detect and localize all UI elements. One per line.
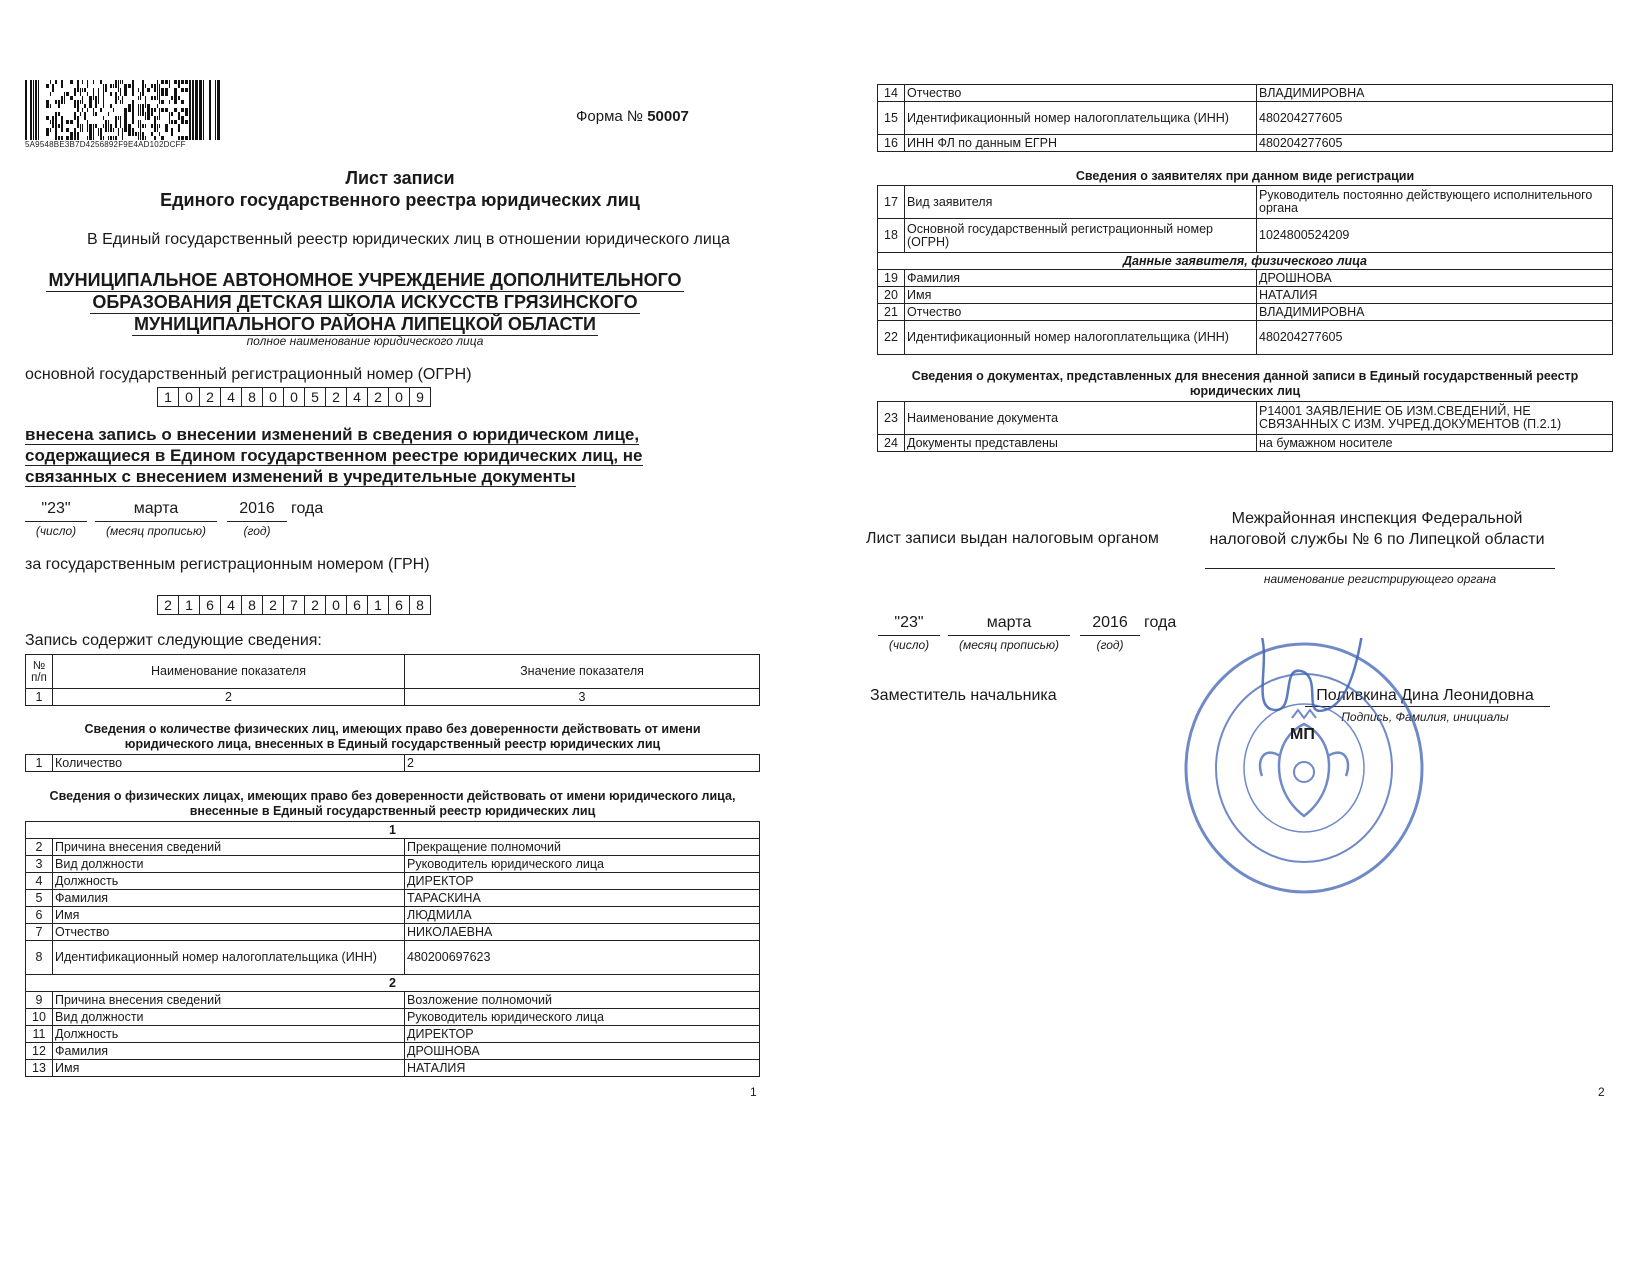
page-number: 2 <box>1598 1085 1605 1099</box>
official-seal-icon <box>1180 638 1428 898</box>
row-num: 2 <box>26 839 53 856</box>
row-name: Фамилия <box>905 270 1257 287</box>
header-idx: 3 <box>405 689 760 706</box>
row-value: НАТАЛИЯ <box>405 1060 760 1077</box>
org-name <box>40 270 690 336</box>
row-num: 7 <box>26 924 53 941</box>
issued-underline <box>1205 568 1555 569</box>
row-num: 17 <box>878 186 905 219</box>
date-month: марта <box>95 500 217 522</box>
row-value: Руководитель постоянно действующего исполнительного органа <box>1257 186 1613 219</box>
row-name: Фамилия <box>53 890 405 907</box>
header-col-value: Значение показателя <box>405 655 760 689</box>
signer-name: Поливкина Дина Леонидовна <box>1316 687 1534 704</box>
date-day: "23" <box>878 614 940 636</box>
row-name: Количество <box>53 755 405 772</box>
row-num: 19 <box>878 270 905 287</box>
ogrn-cells <box>157 387 430 407</box>
grn-digit: 8 <box>409 595 431 615</box>
row-name: Вид заявителя <box>905 186 1257 219</box>
row-name: Фамилия <box>53 1043 405 1060</box>
grn-digit: 2 <box>304 595 326 615</box>
section-docs-title: Сведения о документах, представленных для внесения данной записи в Единый государственный реестр юридических лиц <box>911 369 1579 398</box>
date-year-caption: (год) <box>243 524 271 538</box>
row-value: Руководитель юридического лица <box>405 1009 760 1026</box>
grn-cells <box>157 595 430 615</box>
date-year-caption: (год) <box>1096 638 1124 652</box>
row-name: Идентификационный номер налогоплательщика (ИНН) <box>53 941 405 975</box>
applicant-person-title: Данные заявителя, физического лица <box>878 253 1613 270</box>
grn-digit: 6 <box>199 595 221 615</box>
ogrn-digit: 0 <box>388 387 410 407</box>
org-name-line: МУНИЦИПАЛЬНОГО РАЙОНА ЛИПЕЦКОЙ ОБЛАСТИ <box>133 314 596 334</box>
header-col-name: Наименование показателя <box>53 655 405 689</box>
intro-text: В Единый государственный реестр юридических лиц в отношении юридического лица <box>87 231 730 248</box>
date-day-caption: (число) <box>35 524 77 538</box>
date-month-caption: (месяц прописью) <box>959 638 1059 652</box>
row-value: Руководитель юридического лица <box>405 856 760 873</box>
date-day-caption: (число) <box>888 638 930 652</box>
stamp-mp-label: МП <box>1290 726 1315 743</box>
org-name-line: ОБРАЗОВАНИЯ ДЕТСКАЯ ШКОЛА ИСКУССТВ ГРЯЗИНСКОГО <box>92 292 638 312</box>
row-value: на бумажном носителе <box>1257 435 1613 452</box>
row-num: 9 <box>26 992 53 1009</box>
date-year-word: года <box>291 500 324 517</box>
header-idx: 2 <box>53 689 405 706</box>
row-name: Имя <box>53 1060 405 1077</box>
ogrn-digit: 4 <box>346 387 368 407</box>
grn-digit: 4 <box>220 595 242 615</box>
issued-label: Лист записи выдан налоговым органом <box>866 530 1159 547</box>
row-value: 480200697623 <box>405 941 760 975</box>
row-num: 20 <box>878 287 905 304</box>
signer-position: Заместитель начальника <box>870 687 1057 704</box>
row-name: Причина внесения сведений <box>53 839 405 856</box>
row-value: ЛЮДМИЛА <box>405 907 760 924</box>
row-name: Отчество <box>905 304 1257 321</box>
ogrn-digit: 4 <box>220 387 242 407</box>
issue-date <box>878 614 1198 658</box>
row-value: ДРОШНОВА <box>1257 270 1613 287</box>
row-num: 16 <box>878 135 905 152</box>
grn-digit: 2 <box>157 595 179 615</box>
ogrn-label: основной государственный регистрационный номер (ОГРН) <box>25 366 472 383</box>
person-group-number: 1 <box>26 822 760 839</box>
form-number: Форма № 50007 <box>576 108 689 125</box>
ogrn-digit: 2 <box>199 387 221 407</box>
section-applicants-title: Сведения о заявителях при данном виде регистрации <box>1075 169 1415 183</box>
header-col-num: № п/п <box>26 655 53 689</box>
row-num: 24 <box>878 435 905 452</box>
section-persons-title: Сведения о физических лицах, имеющих право без доверенности действовать от имени юридического лица, внесенные в Единый государственный реестр юридических лиц <box>49 789 736 818</box>
row-num: 21 <box>878 304 905 321</box>
ogrn-digit: 5 <box>304 387 326 407</box>
datamatrix-barcode-icon <box>25 80 220 140</box>
row-value: НИКОЛАЕВНА <box>405 924 760 941</box>
row-value: ВЛАДИМИРОВНА <box>1257 304 1613 321</box>
persons-table <box>25 821 760 1077</box>
row-value: 1024800524209 <box>1257 219 1613 253</box>
row-num: 12 <box>26 1043 53 1060</box>
row-name: Наименование документа <box>905 402 1257 435</box>
date-year: 2016 <box>1080 614 1140 636</box>
entry-text <box>25 424 695 487</box>
document-title: Лист записи <box>345 168 455 188</box>
row-name: Должность <box>53 873 405 890</box>
row-num: 3 <box>26 856 53 873</box>
row-num: 1 <box>26 755 53 772</box>
grn-digit: 6 <box>388 595 410 615</box>
row-num: 11 <box>26 1026 53 1043</box>
ogrn-digit: 0 <box>178 387 200 407</box>
document-subtitle: Единого государственного реестра юридических лиц <box>160 190 640 210</box>
row-value: Возложение полномочий <box>405 992 760 1009</box>
date-year-word: года <box>1144 614 1177 631</box>
applicants-table <box>877 185 1613 355</box>
persons-table-continued <box>877 84 1613 152</box>
org-name-caption: полное наименование юридического лица <box>246 334 484 348</box>
row-name: Документы представлены <box>905 435 1257 452</box>
row-name: ИНН ФЛ по данным ЕГРН <box>905 135 1257 152</box>
ogrn-digit: 2 <box>325 387 347 407</box>
row-num: 8 <box>26 941 53 975</box>
grn-digit: 2 <box>262 595 284 615</box>
issued-org: Межрайонная инспекция Федеральной налоговой службы № 6 по Липецкой области <box>1209 510 1545 548</box>
entry-line: внесена запись о внесении изменений в сведения о юридическом лице, <box>25 425 640 444</box>
ogrn-digit: 0 <box>283 387 305 407</box>
grn-digit: 1 <box>178 595 200 615</box>
ogrn-digit: 0 <box>262 387 284 407</box>
row-value: 480204277605 <box>1257 321 1613 355</box>
row-value: 480204277605 <box>1257 102 1613 135</box>
row-num: 14 <box>878 85 905 102</box>
person-group-number: 2 <box>26 975 760 992</box>
row-value: ТАРАСКИНА <box>405 890 760 907</box>
header-idx: 1 <box>26 689 53 706</box>
row-num: 6 <box>26 907 53 924</box>
grn-digit: 0 <box>325 595 347 615</box>
row-num: 22 <box>878 321 905 355</box>
row-name: Отчество <box>905 85 1257 102</box>
row-name: Имя <box>53 907 405 924</box>
row-num: 13 <box>26 1060 53 1077</box>
grn-digit: 7 <box>283 595 305 615</box>
row-name: Имя <box>905 287 1257 304</box>
row-value: ДИРЕКТОР <box>405 873 760 890</box>
grn-digit: 1 <box>367 595 389 615</box>
row-value: ДРОШНОВА <box>405 1043 760 1060</box>
row-num: 18 <box>878 219 905 253</box>
row-name: Вид должности <box>53 856 405 873</box>
ogrn-digit: 2 <box>367 387 389 407</box>
entry-date <box>25 500 345 544</box>
docs-table <box>877 401 1613 452</box>
row-name: Отчество <box>53 924 405 941</box>
org-name-line: МУНИЦИПАЛЬНОЕ АВТОНОМНОЕ УЧРЕЖДЕНИЕ ДОПОЛНИТЕЛЬНОГО <box>48 270 682 290</box>
ogrn-digit: 8 <box>241 387 263 407</box>
entry-line: содержащиеся в Едином государственном реестре юридических лиц, не <box>25 446 643 465</box>
row-value: 2 <box>405 755 760 772</box>
date-month-caption: (месяц прописью) <box>106 524 206 538</box>
header-table <box>25 654 760 706</box>
row-num: 4 <box>26 873 53 890</box>
page-number: 1 <box>750 1085 757 1099</box>
row-name: Причина внесения сведений <box>53 992 405 1009</box>
date-day: "23" <box>25 500 87 522</box>
row-value: НАТАЛИЯ <box>1257 287 1613 304</box>
row-name: Идентификационный номер налогоплательщика (ИНН) <box>905 321 1257 355</box>
grn-digit: 8 <box>241 595 263 615</box>
row-num: 23 <box>878 402 905 435</box>
row-name: Должность <box>53 1026 405 1043</box>
barcode-code: 5A9548BE3B7D4256892F9E4AD102DCFF <box>25 140 186 149</box>
date-month: марта <box>948 614 1070 636</box>
row-num: 10 <box>26 1009 53 1026</box>
signer-caption: Подпись, Фамилия, инициалы <box>1341 710 1509 724</box>
grn-digit: 6 <box>346 595 368 615</box>
row-name: Идентификационный номер налогоплательщика (ИНН) <box>905 102 1257 135</box>
row-num: 15 <box>878 102 905 135</box>
section-count-title: Сведения о количестве физических лиц, имеющих право без доверенности действовать от имени юридического лица, внесенных в Единый государственный реестр юридических лиц <box>84 722 701 751</box>
entry-line: связанных с внесением изменений в учредительные документы <box>25 467 576 486</box>
issued-caption: наименование регистрирующего органа <box>1263 572 1497 586</box>
row-value: Прекращение полномочий <box>405 839 760 856</box>
record-label: Запись содержит следующие сведения: <box>25 632 322 649</box>
ogrn-digit: 9 <box>409 387 431 407</box>
grn-label: за государственным регистрационным номером (ГРН) <box>25 556 430 573</box>
ogrn-digit: 1 <box>157 387 179 407</box>
row-value: ДИРЕКТОР <box>405 1026 760 1043</box>
row-name: Вид должности <box>53 1009 405 1026</box>
row-name: Основной государственный регистрационный номер (ОГРН) <box>905 219 1257 253</box>
row-value: 480204277605 <box>1257 135 1613 152</box>
count-table <box>25 754 760 772</box>
date-year: 2016 <box>227 500 287 522</box>
row-num: 5 <box>26 890 53 907</box>
row-value: ВЛАДИМИРОВНА <box>1257 85 1613 102</box>
row-value: Р14001 ЗАЯВЛЕНИЕ ОБ ИЗМ.СВЕДЕНИЙ, НЕ СВЯЗАННЫХ С ИЗМ. УЧРЕД.ДОКУМЕНТОВ (П.2.1) <box>1257 402 1613 435</box>
